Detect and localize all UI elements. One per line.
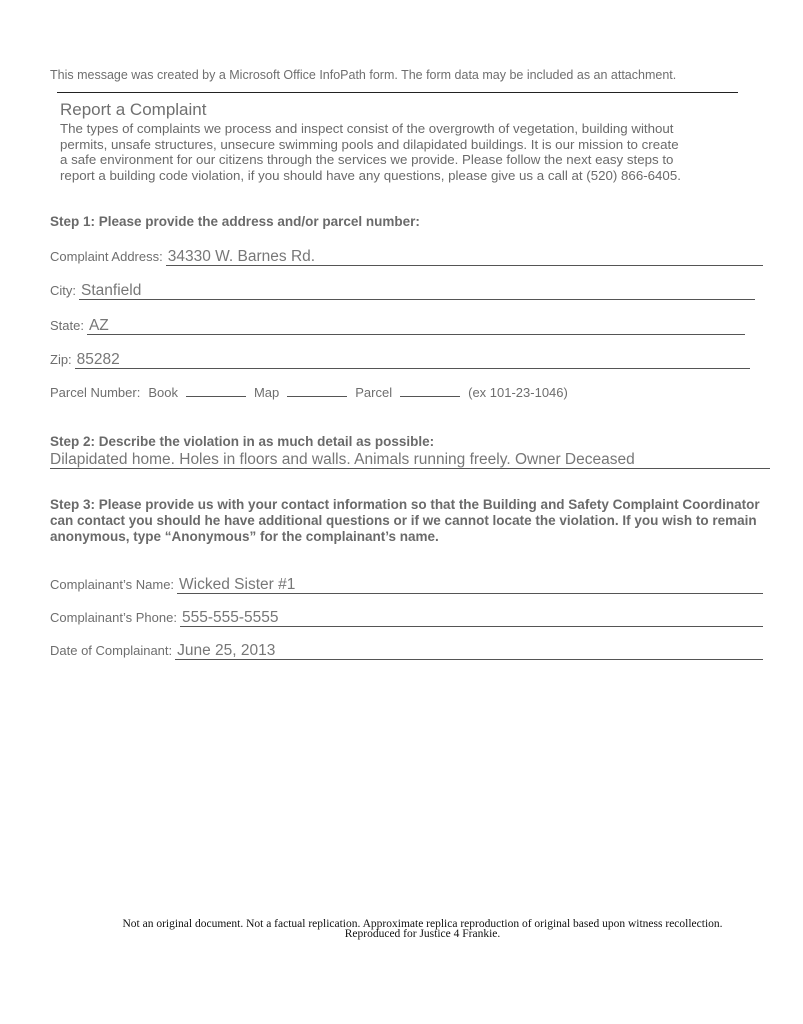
zip-field[interactable]: 85282 [75,351,750,369]
header-divider [57,92,738,93]
intro-line: The types of complaints we process and inspect consist of the overgrowth of vegetation, building without [60,121,674,136]
book-label: Book [148,385,178,400]
state-row [50,317,745,335]
book-field[interactable] [186,384,246,397]
complaint-date-row [50,642,763,660]
state-field[interactable]: AZ [87,317,745,335]
intro-line: permits, unsafe structures, unsecure swimming pools and dilapidated buildings. It is our mission to create [60,136,679,152]
parcel-label: Parcel [355,385,393,400]
complainant-name-field[interactable]: Wicked Sister #1 [177,576,763,594]
complaint-address-row [50,248,763,266]
intro-line: report a building code violation, if you should have any questions, please give us a call at (520) 866-6405. [60,167,681,183]
violation-description-field[interactable]: Dilapidated home. Holes in floors and walls. Animals running freely. Owner Deceased [50,451,770,469]
zip-label: Zip: [50,352,72,367]
parcel-number-label: Parcel Number: [50,385,141,400]
city-field[interactable]: Stanfield [79,282,755,300]
step2-heading: Step 2: Describe the violation in as much detail as possible: [50,434,435,449]
parcel-field[interactable] [400,384,460,397]
complaint-address-label: Complaint Address: [50,249,163,264]
complaint-date-field[interactable]: June 25, 2013 [175,642,763,660]
complainant-phone-label: Complainant’s Phone: [50,610,177,625]
complainant-name-label: Complainant’s Name: [50,577,175,592]
complaint-date-label: Date of Complainant: [50,643,173,658]
zip-row [50,351,750,369]
map-field[interactable] [287,384,347,397]
parcel-number-row [50,384,568,400]
intro-line: a safe environment for our citizens through the services we provide. Please follow the next easy steps to [60,152,674,167]
report-title: Report a Complaint [60,100,207,119]
step3-heading: Step 3: Please provide us with your contact information so that the Building and Safety Complaint Coordinator can contact you should he have additional questions or if we cannot locate the violation. If you wish to remain anonymous, type “Anonymous” for the complainant’s name. [50,497,760,544]
parcel-example: (ex 101-23-1046) [468,385,568,400]
intro-paragraph [60,121,760,183]
footer-disclaimer: Not an original document. Not a factual replication. Approximate replica reproduction of original based upon witness recollection. [122,918,723,930]
complainant-phone-field[interactable]: 555-555-5555 [180,609,763,627]
complainant-phone-row [50,609,763,627]
state-label: State: [50,318,84,333]
step1-heading: Step 1: Please provide the address and/or parcel number: [50,214,420,229]
city-row [50,282,755,300]
complaint-address-field[interactable]: 34330 W. Barnes Rd. [166,248,763,266]
infopath-notice: This message was created by a Microsoft Office InfoPath form. The form data may be included as an attachment. [50,68,677,82]
complainant-name-row [50,576,763,594]
city-label: City: [50,283,76,298]
map-label: Map [253,385,280,400]
footer-attribution: Reproduced for Justice 4 Frankie. [344,928,501,940]
